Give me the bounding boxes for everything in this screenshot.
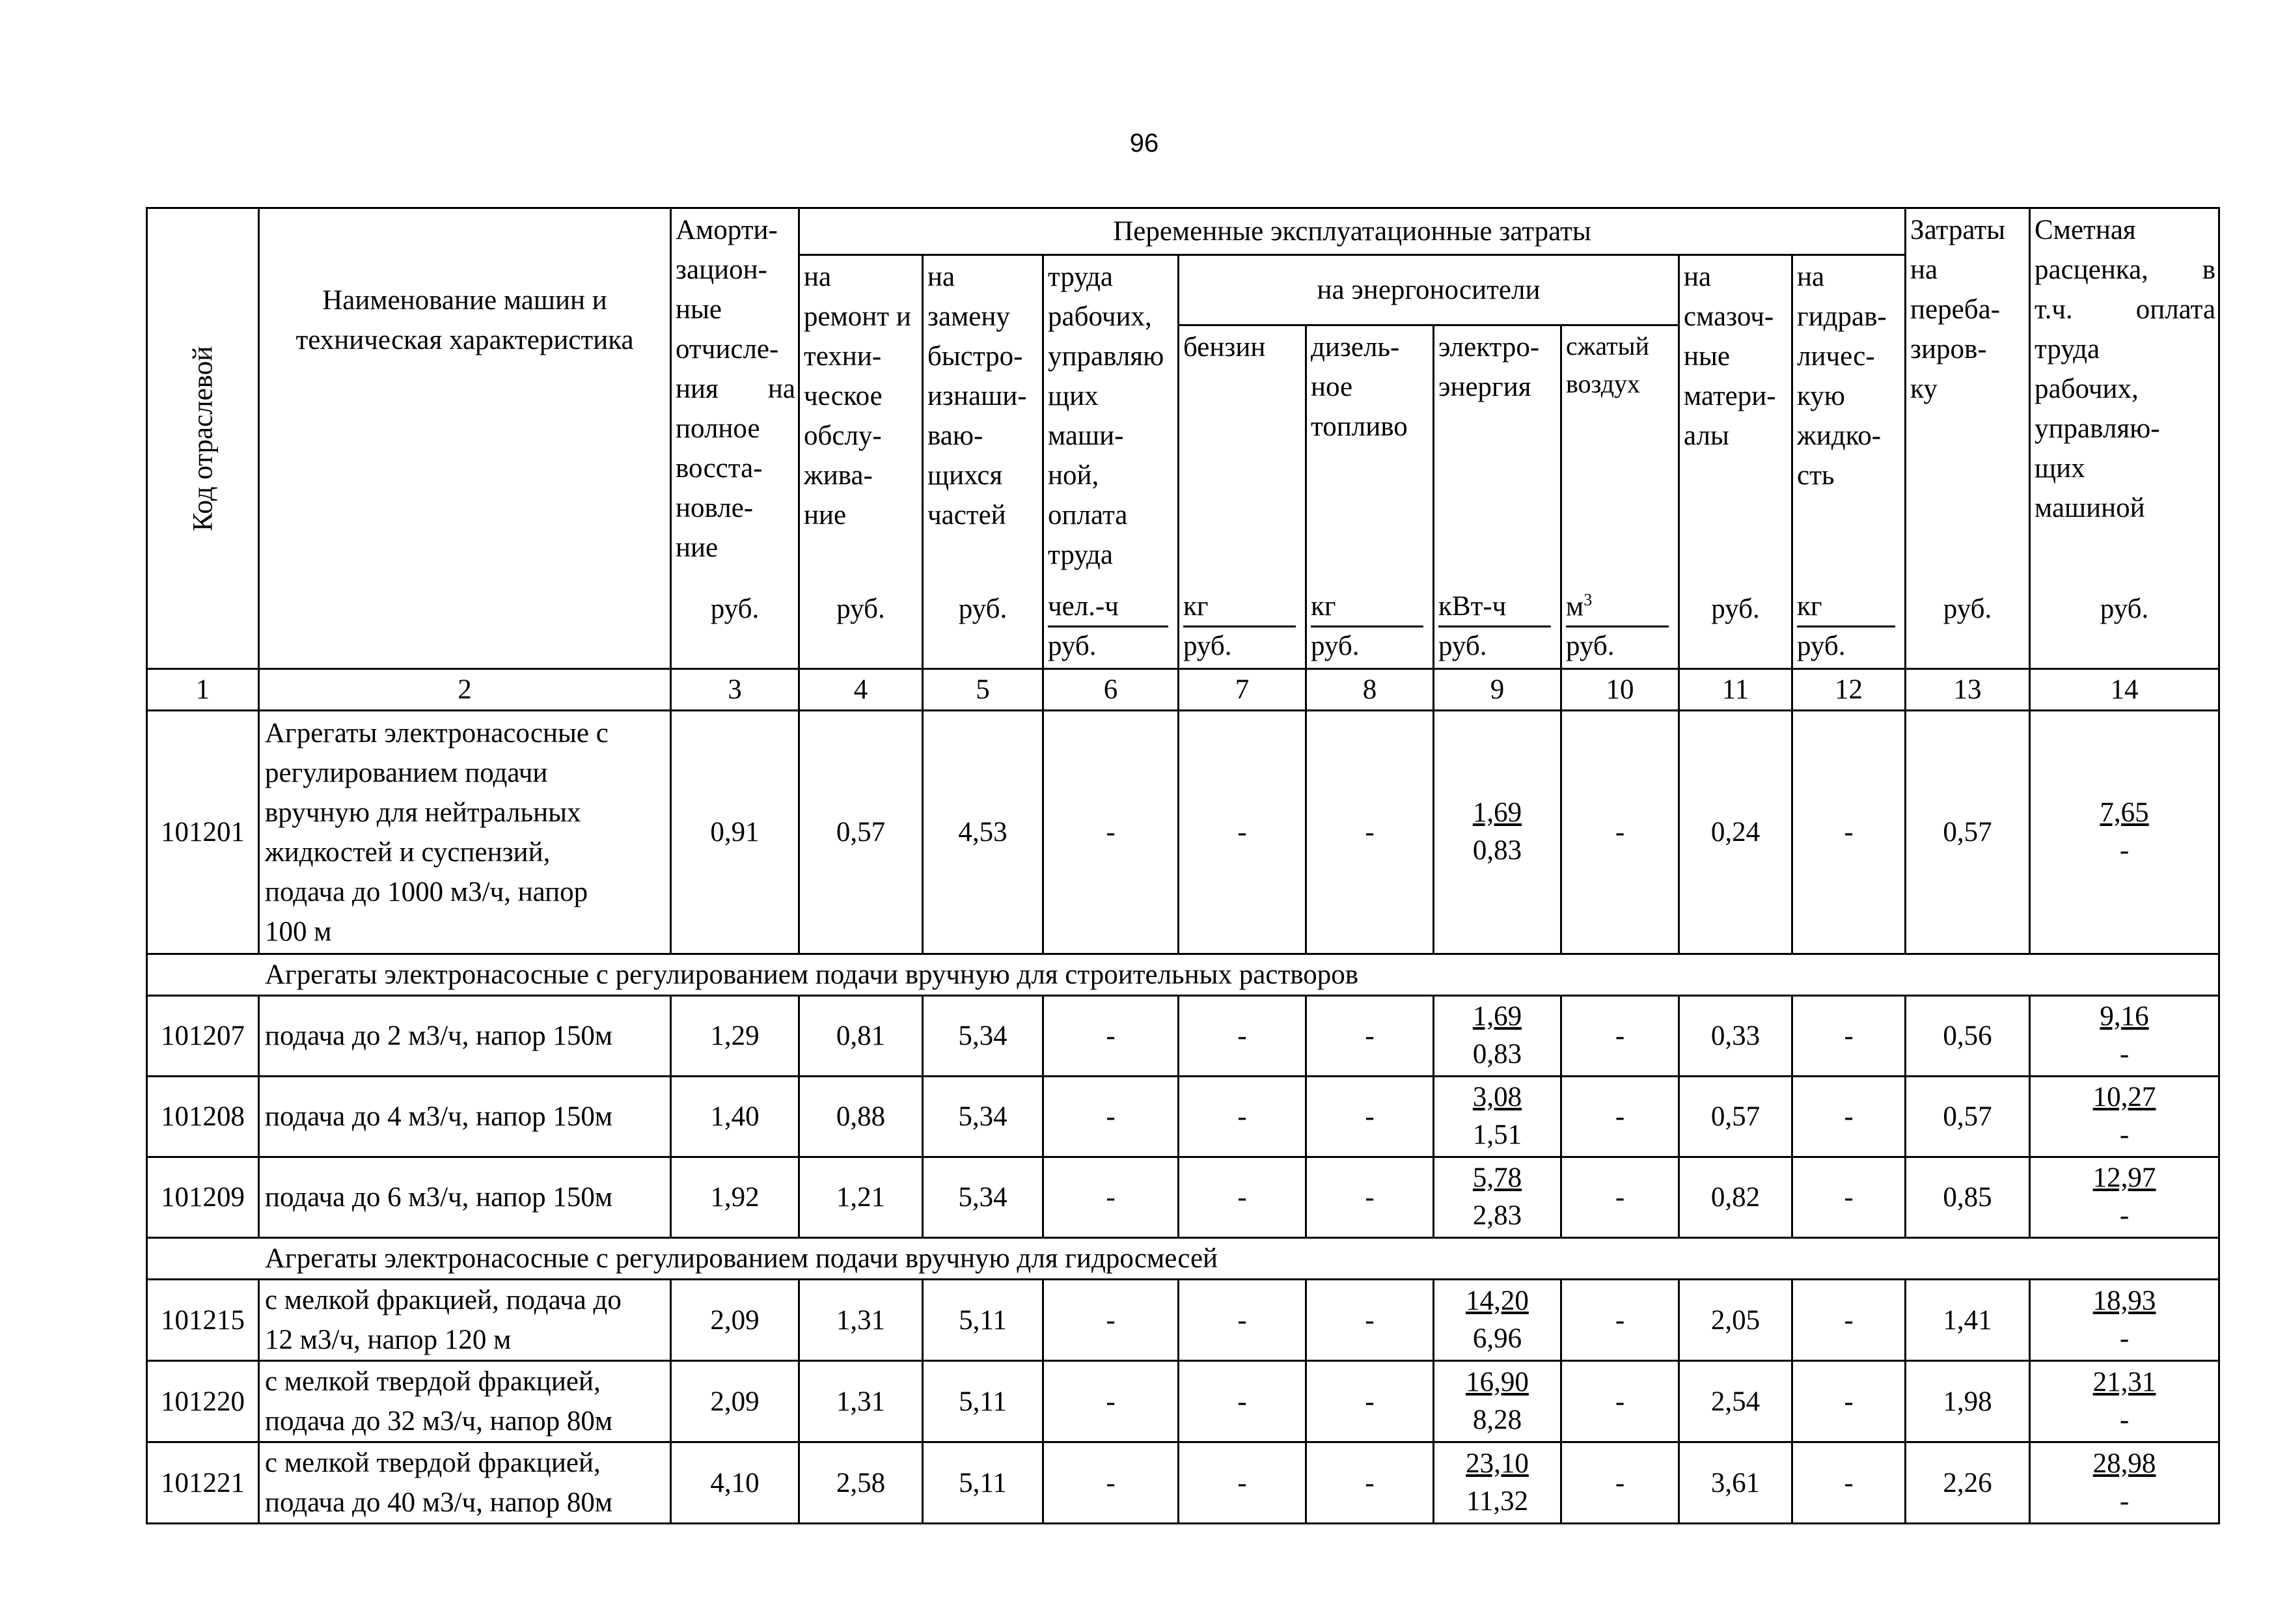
cell-c5: 5,11 — [923, 1442, 1043, 1524]
electric-fraction — [1466, 1282, 1529, 1358]
cell-estimate — [2030, 711, 2219, 954]
header-repair: на ремонт и техни- ческое обслу- жива- ние руб. — [799, 255, 923, 669]
cell-c10: - — [1561, 1442, 1679, 1524]
machine-name-line: подача до 6 м3/ч, напор 150м — [265, 1182, 613, 1213]
cell-c10: - — [1561, 1077, 1679, 1157]
estimate-header-line: управляю- — [2035, 413, 2160, 444]
machine-name-line: подача до 40 м3/ч, напор 80м — [265, 1487, 613, 1518]
hydro-header-line: жидко- — [1797, 420, 1882, 451]
header-labor: труда рабочих, управляю щих маши- ной, оплата труда чел.-ч руб. — [1043, 255, 1179, 669]
cell-c13: 2,26 — [1906, 1442, 2030, 1524]
estimate-header-line: щих — [2035, 453, 2085, 484]
machine-name-line: подача до 4 м3/ч, напор 150м — [265, 1101, 613, 1132]
machine-name-line: регулированием подачи — [265, 757, 548, 788]
column-number: 3 — [671, 669, 799, 711]
air-header-line: воздух — [1566, 369, 1641, 398]
cell-c10: - — [1561, 1280, 1679, 1361]
electric-value-bottom: 0,83 — [1472, 835, 1522, 866]
estimate-value-bottom: - — [2119, 1120, 2130, 1150]
repair-header-line: ческое — [804, 381, 883, 411]
estimate-header-line: расценка, в — [2035, 255, 2216, 285]
electric-value-top: 1,69 — [1472, 797, 1522, 828]
estimate-value-bottom: - — [2119, 1404, 2130, 1435]
column-number: 7 — [1179, 669, 1306, 711]
cell-c13: 1,41 — [1906, 1280, 2030, 1361]
cell-electric — [1434, 996, 1561, 1077]
cell-c7: - — [1179, 1077, 1306, 1157]
amort-header-line: ние — [676, 532, 719, 563]
electric-value-top: 16,90 — [1466, 1366, 1529, 1397]
estimate-fraction — [2093, 1445, 2156, 1521]
hydro-header-line: сть — [1797, 460, 1835, 491]
labor-header-line: маши- — [1048, 420, 1124, 451]
electric-fraction — [1473, 794, 1522, 870]
machine-code: 101209 — [147, 1157, 259, 1238]
cell-c4: 1,31 — [799, 1361, 923, 1442]
machine-cost-table — [146, 207, 2220, 1524]
estimate-header-line: Сметная — [2035, 215, 2136, 245]
cell-c7: - — [1179, 996, 1306, 1077]
estimate-value-bottom: - — [2119, 1485, 2130, 1517]
amort-header-line: Аморти- — [676, 215, 778, 245]
cell-c4: 2,58 — [799, 1442, 923, 1524]
cell-c3: 2,09 — [671, 1361, 799, 1442]
labor-header-line: рабочих, — [1048, 301, 1152, 332]
cell-c13: 0,57 — [1906, 1077, 2030, 1157]
cell-c10: - — [1561, 996, 1679, 1077]
cell-c3: 2,09 — [671, 1280, 799, 1361]
amort-header-line: отчисле- — [676, 334, 779, 365]
machine-name-line: подача до 2 м3/ч, напор 150м — [265, 1021, 613, 1051]
estimate-fraction — [2093, 1079, 2156, 1154]
electric-value-bottom: 6,96 — [1472, 1323, 1522, 1354]
table-row — [147, 711, 2219, 954]
page-number: 96 — [1129, 129, 1159, 158]
cell-c5: 5,11 — [923, 1280, 1043, 1361]
electric-value-top: 23,10 — [1466, 1448, 1529, 1479]
cell-c5: 4,53 — [923, 711, 1043, 954]
estimate-header-line: труда — [2035, 334, 2100, 365]
cell-c5: 5,34 — [923, 1157, 1043, 1238]
cell-c7: - — [1179, 1361, 1306, 1442]
cell-c12: - — [1792, 1157, 1906, 1238]
cell-c8: - — [1306, 1157, 1434, 1238]
electric-value-bottom: 1,51 — [1472, 1120, 1522, 1150]
cell-c3: 1,92 — [671, 1157, 799, 1238]
machine-code: 101215 — [147, 1280, 259, 1361]
cell-estimate — [2030, 1361, 2219, 1442]
machine-name — [259, 1442, 671, 1524]
relocation-header-line: ку — [1910, 374, 1938, 404]
header-lube: на смазоч- ные матери- алы руб. — [1679, 255, 1792, 669]
electric-value-bottom: 11,32 — [1466, 1485, 1529, 1517]
relocation-header-line: Затраты — [1910, 215, 2006, 245]
column-number: 9 — [1434, 669, 1561, 711]
electric-header-line: энергия — [1438, 372, 1531, 402]
machine-name — [259, 1280, 671, 1361]
column-numbers-row — [147, 669, 2219, 711]
machine-name-line: вручную для нейтральных — [265, 797, 581, 828]
amort-header-line: зацион- — [676, 255, 767, 285]
cell-c4: 1,21 — [799, 1157, 923, 1238]
column-number: 14 — [2030, 669, 2219, 711]
diesel-header-line: ное — [1311, 372, 1353, 402]
estimate-value-top: 28,98 — [2092, 1448, 2156, 1479]
cell-c12: - — [1792, 996, 1906, 1077]
cell-c13: 0,85 — [1906, 1157, 2030, 1238]
replace-header-line: изнаши- — [927, 381, 1027, 411]
column-number: 13 — [1906, 669, 2030, 711]
header-petrol: бензин кг руб. — [1179, 325, 1306, 669]
cell-c4: 0,81 — [799, 996, 923, 1077]
electric-value-bottom: 8,28 — [1472, 1404, 1522, 1435]
cell-electric — [1434, 1361, 1561, 1442]
machine-code: 101201 — [147, 711, 259, 954]
cell-c8: - — [1306, 996, 1434, 1077]
cell-c7: - — [1179, 711, 1306, 954]
column-number: 11 — [1679, 669, 1792, 711]
estimate-value-bottom: - — [2119, 1039, 2130, 1069]
cell-c10: - — [1561, 711, 1679, 954]
estimate-fraction — [2100, 794, 2148, 870]
electric-fraction — [1473, 1079, 1522, 1154]
relocation-header-line: на — [1910, 255, 1938, 285]
table-row — [147, 1442, 2219, 1524]
estimate-header-line: машиной — [2035, 493, 2145, 523]
machine-name — [259, 1157, 671, 1238]
repair-header-line: ние — [804, 500, 847, 530]
diesel-header-line: топливо — [1311, 411, 1408, 442]
estimate-value-bottom: - — [2119, 1200, 2130, 1231]
hydro-header-line: личес- — [1797, 341, 1875, 372]
cell-c11: 0,24 — [1679, 711, 1792, 954]
electric-value-top: 5,78 — [1472, 1163, 1522, 1193]
cell-c4: 0,88 — [799, 1077, 923, 1157]
replace-header-line: ваю- — [927, 420, 983, 451]
cell-c7: - — [1179, 1442, 1306, 1524]
machine-name-line: 12 м3/ч, напор 120 м — [265, 1325, 512, 1355]
estimate-fraction — [2093, 1159, 2156, 1235]
cell-c8: - — [1306, 1280, 1434, 1361]
cell-c6: - — [1043, 711, 1179, 954]
table-row — [147, 996, 2219, 1077]
cell-c8: - — [1306, 1442, 1434, 1524]
labor-header-line: оплата — [1048, 500, 1128, 530]
electric-value-top: 14,20 — [1466, 1285, 1529, 1316]
cell-c4: 0,57 — [799, 711, 923, 954]
cell-electric — [1434, 1157, 1561, 1238]
relocation-header-line: зиров- — [1910, 334, 1987, 365]
labor-header-line: управляю — [1048, 341, 1164, 372]
cell-estimate — [2030, 1280, 2219, 1361]
repair-header-line: техни- — [804, 341, 882, 372]
header-estimate: Сметная расценка, в т.ч. оплата труда рабочих, управляю- щих машиной руб. — [2030, 208, 2219, 669]
cell-c3: 1,29 — [671, 996, 799, 1077]
labor-header-line: труда — [1048, 262, 1114, 292]
cell-c6: - — [1043, 1442, 1179, 1524]
cell-c10: - — [1561, 1157, 1679, 1238]
repair-header-line: ремонт и — [804, 301, 911, 332]
amort-header-line: ные — [676, 294, 722, 325]
lube-header-line: матери- — [1684, 381, 1776, 411]
machine-code: 101220 — [147, 1361, 259, 1442]
replace-header-line: на — [927, 262, 955, 292]
replace-header-line: замену — [927, 301, 1010, 332]
machine-code: 101221 — [147, 1442, 259, 1524]
machine-name-line: с мелкой фракцией, подача до — [265, 1285, 622, 1315]
cell-c3: 1,40 — [671, 1077, 799, 1157]
cell-electric — [1434, 1280, 1561, 1361]
column-number: 5 — [923, 669, 1043, 711]
machine-name-line: с мелкой твердой фракцией, — [265, 1448, 601, 1478]
estimate-value-top: 10,27 — [2092, 1082, 2156, 1112]
machine-code: 101208 — [147, 1077, 259, 1157]
amort-header-line: ния на — [676, 374, 795, 404]
lube-header-line: ные — [1684, 341, 1730, 372]
estimate-value-top: 7,65 — [2100, 797, 2149, 828]
header-hydro: на гидрав- личес- кую жидко- сть кг руб. — [1792, 255, 1906, 669]
cell-c12: - — [1792, 1361, 1906, 1442]
cell-c12: - — [1792, 1442, 1906, 1524]
cell-c11: 2,54 — [1679, 1361, 1792, 1442]
labor-header-line: ной, — [1048, 460, 1099, 491]
replace-header-line: щихся — [927, 460, 1003, 491]
estimate-value-top: 12,97 — [2092, 1163, 2156, 1193]
cell-c6: - — [1043, 1361, 1179, 1442]
estimate-header-line: т.ч. оплата — [2035, 294, 2216, 325]
section-row — [147, 1238, 2219, 1280]
cell-estimate — [2030, 1077, 2219, 1157]
column-number: 2 — [259, 669, 671, 711]
estimate-value-top: 9,16 — [2100, 1001, 2149, 1032]
table-row — [147, 1280, 2219, 1361]
header-relocation: Затраты на переба- зиров- ку руб. — [1906, 208, 2030, 669]
cell-c13: 0,57 — [1906, 711, 2030, 954]
estimate-fraction — [2100, 998, 2148, 1073]
cell-c8: - — [1306, 1077, 1434, 1157]
header-variable-costs: Переменные эксплуатационные затраты — [799, 208, 1906, 255]
header-name: Наименование машин и техническая характеристика — [259, 208, 671, 669]
cell-c6: - — [1043, 1077, 1179, 1157]
section-title: Агрегаты электронасосные с регулированием подачи вручную для гидросмесей — [147, 1238, 2219, 1280]
cell-c11: 0,82 — [1679, 1157, 1792, 1238]
cell-c7: - — [1179, 1280, 1306, 1361]
cell-c12: - — [1792, 711, 1906, 954]
machine-name — [259, 1077, 671, 1157]
column-number: 8 — [1306, 669, 1434, 711]
column-number: 12 — [1792, 669, 1906, 711]
header-replace: на замену быстро- изнаши- ваю- щихся частей руб. — [923, 255, 1043, 669]
cell-c11: 0,33 — [1679, 996, 1792, 1077]
electric-value-bottom: 0,83 — [1472, 1039, 1522, 1069]
machine-code: 101207 — [147, 996, 259, 1077]
lube-header-line: алы — [1684, 420, 1729, 451]
machine-name — [259, 1361, 671, 1442]
cell-c5: 5,34 — [923, 996, 1043, 1077]
machine-name — [259, 996, 671, 1077]
table-row — [147, 1361, 2219, 1442]
electric-value-top: 3,08 — [1472, 1082, 1522, 1112]
cell-c12: - — [1792, 1077, 1906, 1157]
repair-header-line: обслу- — [804, 420, 882, 451]
amort-header-line: новле- — [676, 493, 754, 523]
air-header-line: сжатый — [1566, 331, 1649, 361]
cell-c10: - — [1561, 1361, 1679, 1442]
cell-c7: - — [1179, 1157, 1306, 1238]
estimate-value-top: 21,31 — [2092, 1366, 2156, 1397]
repair-header-line: на — [804, 262, 832, 292]
lube-header-line: смазоч- — [1684, 301, 1774, 332]
cell-c8: - — [1306, 711, 1434, 954]
header-code: Код отраслевой — [147, 208, 259, 669]
machine-name — [259, 711, 671, 954]
labor-header-line: щих — [1048, 381, 1099, 411]
relocation-header-line: переба- — [1910, 294, 2001, 325]
amort-header-line: восста- — [676, 453, 763, 484]
table-row — [147, 1157, 2219, 1238]
cell-c13: 0,56 — [1906, 996, 2030, 1077]
column-number: 4 — [799, 669, 923, 711]
cell-c4: 1,31 — [799, 1280, 923, 1361]
section-title: Агрегаты электронасосные с регулированием подачи вручную для строительных растворов — [147, 954, 2219, 996]
cell-c11: 0,57 — [1679, 1077, 1792, 1157]
header-diesel: дизель- ное топливо кг руб. — [1306, 325, 1434, 669]
estimate-value-top: 18,93 — [2092, 1285, 2156, 1316]
header-row-top — [147, 208, 2219, 255]
cell-c11: 3,61 — [1679, 1442, 1792, 1524]
estimate-fraction — [2093, 1282, 2156, 1358]
header-energy: на энергоносители — [1179, 255, 1679, 325]
cell-c12: - — [1792, 1280, 1906, 1361]
electric-value-bottom: 2,83 — [1472, 1200, 1522, 1231]
replace-header-line: быстро- — [927, 341, 1023, 372]
hydro-header-line: кую — [1797, 381, 1845, 411]
cell-electric — [1434, 1442, 1561, 1524]
machine-name-line: Агрегаты электронасосные с — [265, 717, 609, 749]
electric-header-line: электро- — [1438, 332, 1540, 363]
machine-name-line: жидкостей и суспензий, — [265, 836, 551, 868]
cell-c3: 0,91 — [671, 711, 799, 954]
hydro-header-line: гидрав- — [1797, 301, 1887, 332]
cell-c5: 5,11 — [923, 1361, 1043, 1442]
electric-value-top: 1,69 — [1472, 1001, 1522, 1032]
electric-fraction — [1466, 1364, 1529, 1439]
electric-fraction — [1473, 998, 1522, 1073]
amort-header-line: полное — [676, 413, 760, 444]
cell-c3: 4,10 — [671, 1442, 799, 1524]
cell-c5: 5,34 — [923, 1077, 1043, 1157]
diesel-header-line: дизель- — [1311, 332, 1400, 363]
section-row — [147, 954, 2219, 996]
cell-c13: 1,98 — [1906, 1361, 2030, 1442]
cell-estimate — [2030, 1442, 2219, 1524]
header-air: сжатый воздух $м^3$ руб. — [1561, 325, 1679, 669]
machine-name-line: 100 м — [265, 916, 332, 947]
column-number: 1 — [147, 669, 259, 711]
cell-estimate — [2030, 1157, 2219, 1238]
cell-c8: - — [1306, 1361, 1434, 1442]
cell-c6: - — [1043, 1157, 1179, 1238]
machine-name-line: с мелкой твердой фракцией, — [265, 1366, 601, 1397]
cell-c6: - — [1043, 996, 1179, 1077]
electric-fraction — [1473, 1159, 1522, 1235]
estimate-value-bottom: - — [2119, 1323, 2130, 1354]
header-amort: Аморти- зацион- ные отчисле- ния на полное восста- новле- ние руб. — [671, 208, 799, 669]
column-number: 10 — [1561, 669, 1679, 711]
cell-electric — [1434, 711, 1561, 954]
estimate-fraction — [2093, 1364, 2156, 1439]
repair-header-line: жива- — [804, 460, 873, 491]
estimate-value-bottom: - — [2119, 835, 2130, 866]
cell-c6: - — [1043, 1280, 1179, 1361]
column-number: 6 — [1043, 669, 1179, 711]
header-electric: электро- энергия кВт-ч руб. — [1434, 325, 1561, 669]
cell-estimate — [2030, 996, 2219, 1077]
lube-header-line: на — [1684, 262, 1712, 292]
cell-electric — [1434, 1077, 1561, 1157]
replace-header-line: частей — [927, 500, 1006, 530]
machine-name-line: подача до 32 м3/ч, напор 80м — [265, 1406, 613, 1437]
electric-fraction — [1466, 1445, 1529, 1521]
table-row — [147, 1077, 2219, 1157]
estimate-header-line: рабочих, — [2035, 374, 2139, 404]
cell-c11: 2,05 — [1679, 1280, 1792, 1361]
machine-name-line: подача до 1000 м3/ч, напор — [265, 876, 588, 907]
labor-header-line: труда — [1048, 540, 1114, 570]
hydro-header-line: на — [1797, 262, 1825, 292]
